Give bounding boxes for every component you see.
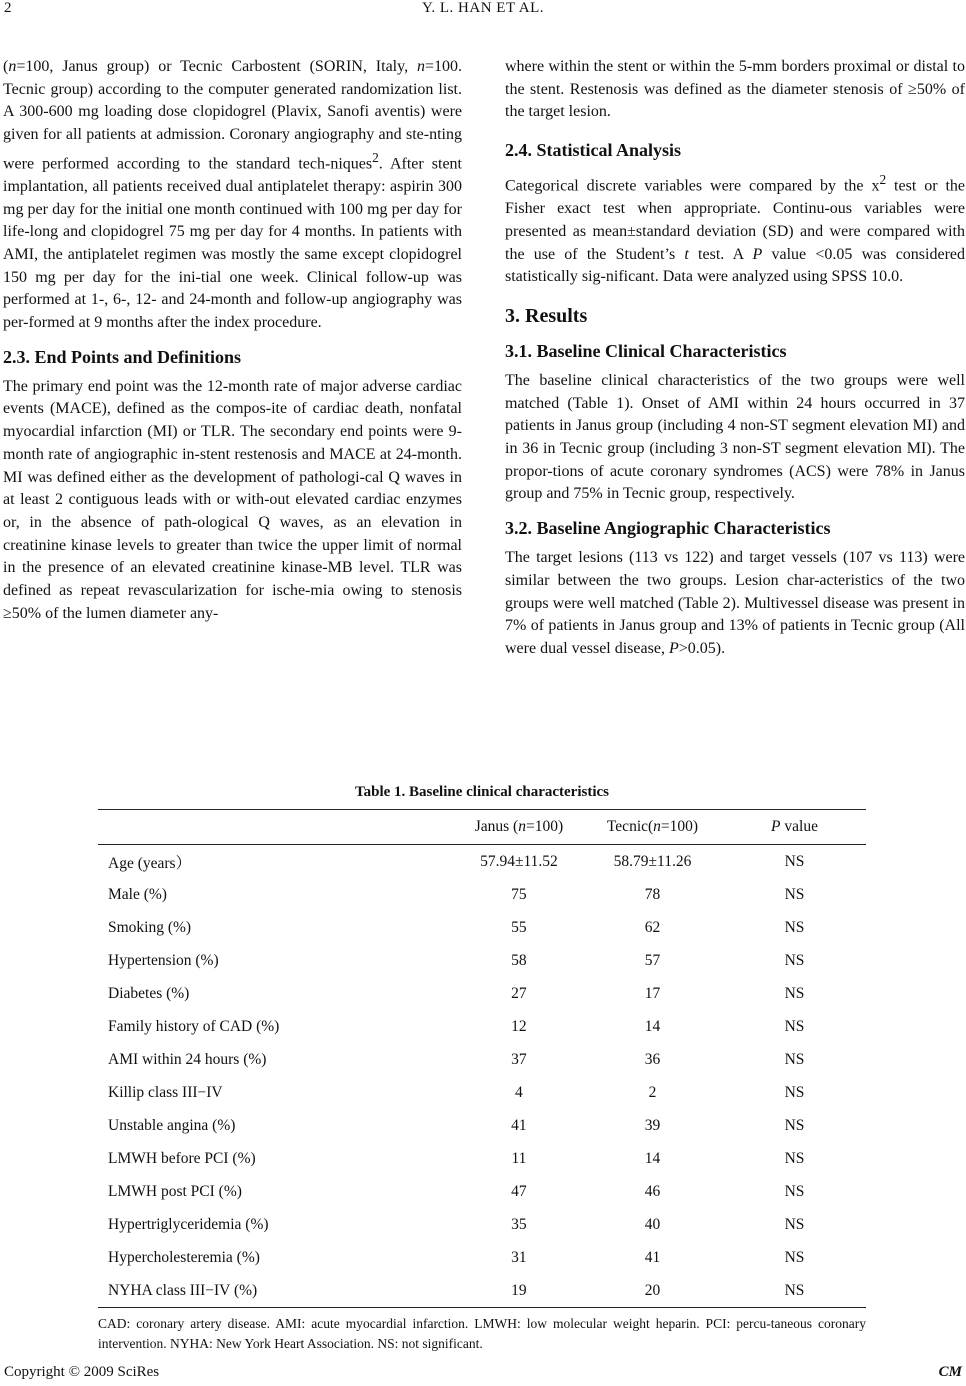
table-row	[98, 977, 866, 1010]
tecnic-value: 14	[644, 1149, 661, 1167]
p-value: NS	[784, 1248, 805, 1266]
table-1-block	[98, 784, 866, 1353]
p-value: NS	[784, 1083, 805, 1101]
p-value: NS	[784, 951, 805, 969]
row-label: NYHA class III−IV (%)	[98, 1274, 456, 1308]
tecnic-value: 14	[644, 1017, 661, 1035]
table-row	[98, 1010, 866, 1043]
table-body	[98, 845, 866, 1308]
p-value: NS	[784, 1116, 805, 1134]
p-value: NS	[784, 1215, 805, 1233]
row-label: Male (%)	[108, 885, 167, 903]
table-row	[98, 911, 866, 944]
tecnic-value: 39	[644, 1116, 661, 1134]
row-label: Unstable angina (%)	[108, 1116, 236, 1134]
p-value: NS	[784, 1182, 805, 1200]
table-row	[98, 878, 866, 911]
paragraph-baseline-clinical: The baseline clinical characteristics of the two groups were well matched (Table 1). Onset of AMI within 24 hours occurred in 37 patients in Janus group (including 4 non-ST segment elevation MI) and in 36 in Tecnic group (including 3 non-ST segment elevation MI). The propor-tions of acute coronary syndromes (ACS) were 78% in Janus group and 75% in Tecnic group, respectively.	[505, 371, 965, 503]
tecnic-value: 2	[648, 1083, 657, 1101]
section-heading-2-3: 2.3. End Points and Definitions	[3, 346, 242, 367]
tecnic-value: 58.79±11.26	[613, 852, 692, 870]
janus-value: 4	[515, 1083, 523, 1101]
section-heading-3: 3. Results	[505, 304, 588, 327]
p-value: NS	[784, 1149, 805, 1167]
table-row	[98, 1274, 866, 1308]
paragraph-methods-procedure: (n=100, Janus group) or Tecnic Carbostent (SORIN, Italy, n=100. Tecnic group) according to the computer generated randomization list. A 300-600 mg loading dose clopidogrel (Plavix, Sanofi aventis) were given for all patients at admission. Coronary angiography and ste-nting were performed according to the standard tech-niques$^2$. After stent implantation, all patients received dual antiplatelet therapy: aspirin 300 mg per day for the initial one month continued with 100 mg per day for life-long and clopidogrel 75 mg per day for 4 months. In patients with AMI, the antiplatelet regimen was mostly the same except clopidogrel 150 mg per day for the ini-tial one week. Clinical follow-up was performed at 1-, 6-, 12- and 24-month and follow-up angiography was per-formed at 9 months after the index procedure.	[3, 58, 462, 332]
header-cell-p-value: P value	[723, 810, 866, 845]
row-label: Diabetes (%)	[108, 984, 190, 1002]
table-row	[98, 1109, 866, 1142]
p-value: NS	[784, 1017, 805, 1035]
paragraph-end-points: The primary end point was the 12-month rate of major adverse cardiac events (MACE), defined as the compos-ite of cardiac death, nonfatal myocardial infarction (MI) or TLR. The secondary end points were 9-month rate of angiographic in-stent restenosis and MACE at 24-month. MI was defined either as the development of pathologi-cal Q waves in at least 2 contiguous leads with or with-out elevated cardiac enzymes or, in the absence of path-ological Q waves, as an elevation in creatinine kinase levels to greater than twice the upper limit of normal in the presence of an elevated creatinine kinase-MB level. TLR was defined as repeat revascularization for ische-mia owing to stenosis ≥50% of the lumen diameter any-	[3, 377, 462, 622]
table-row	[98, 1142, 866, 1175]
janus-value: 55	[511, 918, 527, 936]
janus-value: 31	[511, 1248, 527, 1266]
header-cell-tecnic: Tecnic(n=100)	[582, 810, 723, 845]
janus-value: 11	[511, 1149, 527, 1167]
row-label: LMWH post PCI (%)	[108, 1182, 242, 1200]
row-label: Hypertension (%)	[108, 951, 219, 969]
tecnic-value: 20	[582, 1274, 723, 1308]
header-cell-janus: Janus (n=100)	[456, 810, 582, 845]
row-label: Family history of CAD (%)	[108, 1017, 280, 1035]
row-label: LMWH before PCI (%)	[108, 1149, 256, 1167]
row-label: Age (years）	[108, 854, 192, 872]
table-row	[98, 845, 866, 879]
p-value: NS	[784, 885, 805, 903]
table-row	[98, 1175, 866, 1208]
janus-value: 27	[511, 984, 527, 1002]
row-label: Smoking (%)	[108, 918, 192, 936]
janus-value: 37	[511, 1050, 527, 1068]
section-heading-3-2: 3.2. Baseline Angiographic Characteristics	[505, 518, 831, 539]
right-column	[505, 56, 965, 661]
row-label: Killip class III−IV	[108, 1083, 223, 1101]
running-title: Y. L. HAN ET AL.	[421, 0, 545, 16]
p-value: NS	[784, 852, 805, 870]
janus-value: 19	[456, 1274, 582, 1308]
table-header-row	[98, 810, 866, 845]
table-row	[98, 1043, 866, 1076]
p-value: NS	[723, 1274, 866, 1308]
p-value: NS	[784, 1050, 805, 1068]
table-row	[98, 1208, 866, 1241]
p-value: NS	[784, 984, 805, 1002]
janus-value: 12	[511, 1017, 527, 1035]
left-column	[3, 56, 462, 626]
section-heading-3-1: 3.1. Baseline Clinical Characteristics	[505, 340, 787, 361]
janus-value: 35	[511, 1215, 527, 1233]
row-label: Hypercholesteremia (%)	[108, 1248, 260, 1266]
table-footnote: CAD: coronary artery disease. AMI: acute myocardial infarction. LMWH: low molecular weight heparin. PCI: percu-taneous coronary intervention. NYHA: New York Heart Association. NS: not significant.	[98, 1316, 866, 1351]
janus-value: 57.94±11.52	[480, 852, 558, 870]
tecnic-value: 41	[644, 1248, 661, 1266]
copyright-footer: Copyright © 2009 SciRes	[4, 1364, 160, 1380]
baseline-clinical-table	[98, 809, 866, 1308]
tecnic-value: 46	[644, 1182, 661, 1200]
p-value: NS	[784, 918, 805, 936]
table-caption: Table 1. Baseline clinical characteristics	[355, 784, 609, 800]
section-heading-2-4: 2.4. Statistical Analysis	[505, 140, 682, 161]
tecnic-value: 17	[644, 984, 661, 1002]
tecnic-value: 57	[644, 951, 661, 969]
janus-value: 41	[511, 1116, 527, 1134]
paragraph-restenosis-definition: where within the stent or within the 5-mm borders proximal or distal to the stent. Restenosis was defined as the diameter stenosis of ≥50% of the target lesion.	[505, 58, 965, 121]
table-row	[98, 944, 866, 977]
paragraph-statistical-analysis: Categorical discrete variables were compared by the $x^2$ test or the Fisher exact test when appropriate. Continu-ous variables were presented as mean±standard deviation (SD) and were compared with the use of the Student’s t test. A P value <0.05 was considered statistically sig-nificant. Data were analyzed using SPSS 10.0.	[505, 172, 966, 286]
janus-value: 75	[511, 885, 527, 903]
table-row	[98, 1076, 866, 1109]
table-row	[98, 1241, 866, 1274]
row-label: Hypertriglyceridemia (%)	[108, 1215, 269, 1233]
row-label: AMI within 24 hours (%)	[108, 1050, 267, 1068]
paragraph-baseline-angiographic: The target lesions (113 vs 122) and target vessels (107 vs 113) were similar between the two groups. Lesion char-acteristics of the two groups were well matched (Table 2). Multivessel disease was present in 7% of patients in Janus group and 13% of patients in Tecnic group (All were dual vessel disease, P>0.05).	[505, 549, 965, 657]
tecnic-value: 62	[644, 918, 661, 936]
tecnic-value: 40	[644, 1215, 661, 1233]
header-cell-label	[98, 810, 456, 845]
tecnic-value: 36	[644, 1050, 661, 1068]
journal-abbrev: CM	[938, 1364, 962, 1380]
page-number: 2	[4, 0, 12, 16]
tecnic-value: 78	[644, 885, 661, 903]
janus-value: 47	[511, 1182, 527, 1200]
janus-value: 58	[511, 951, 527, 969]
